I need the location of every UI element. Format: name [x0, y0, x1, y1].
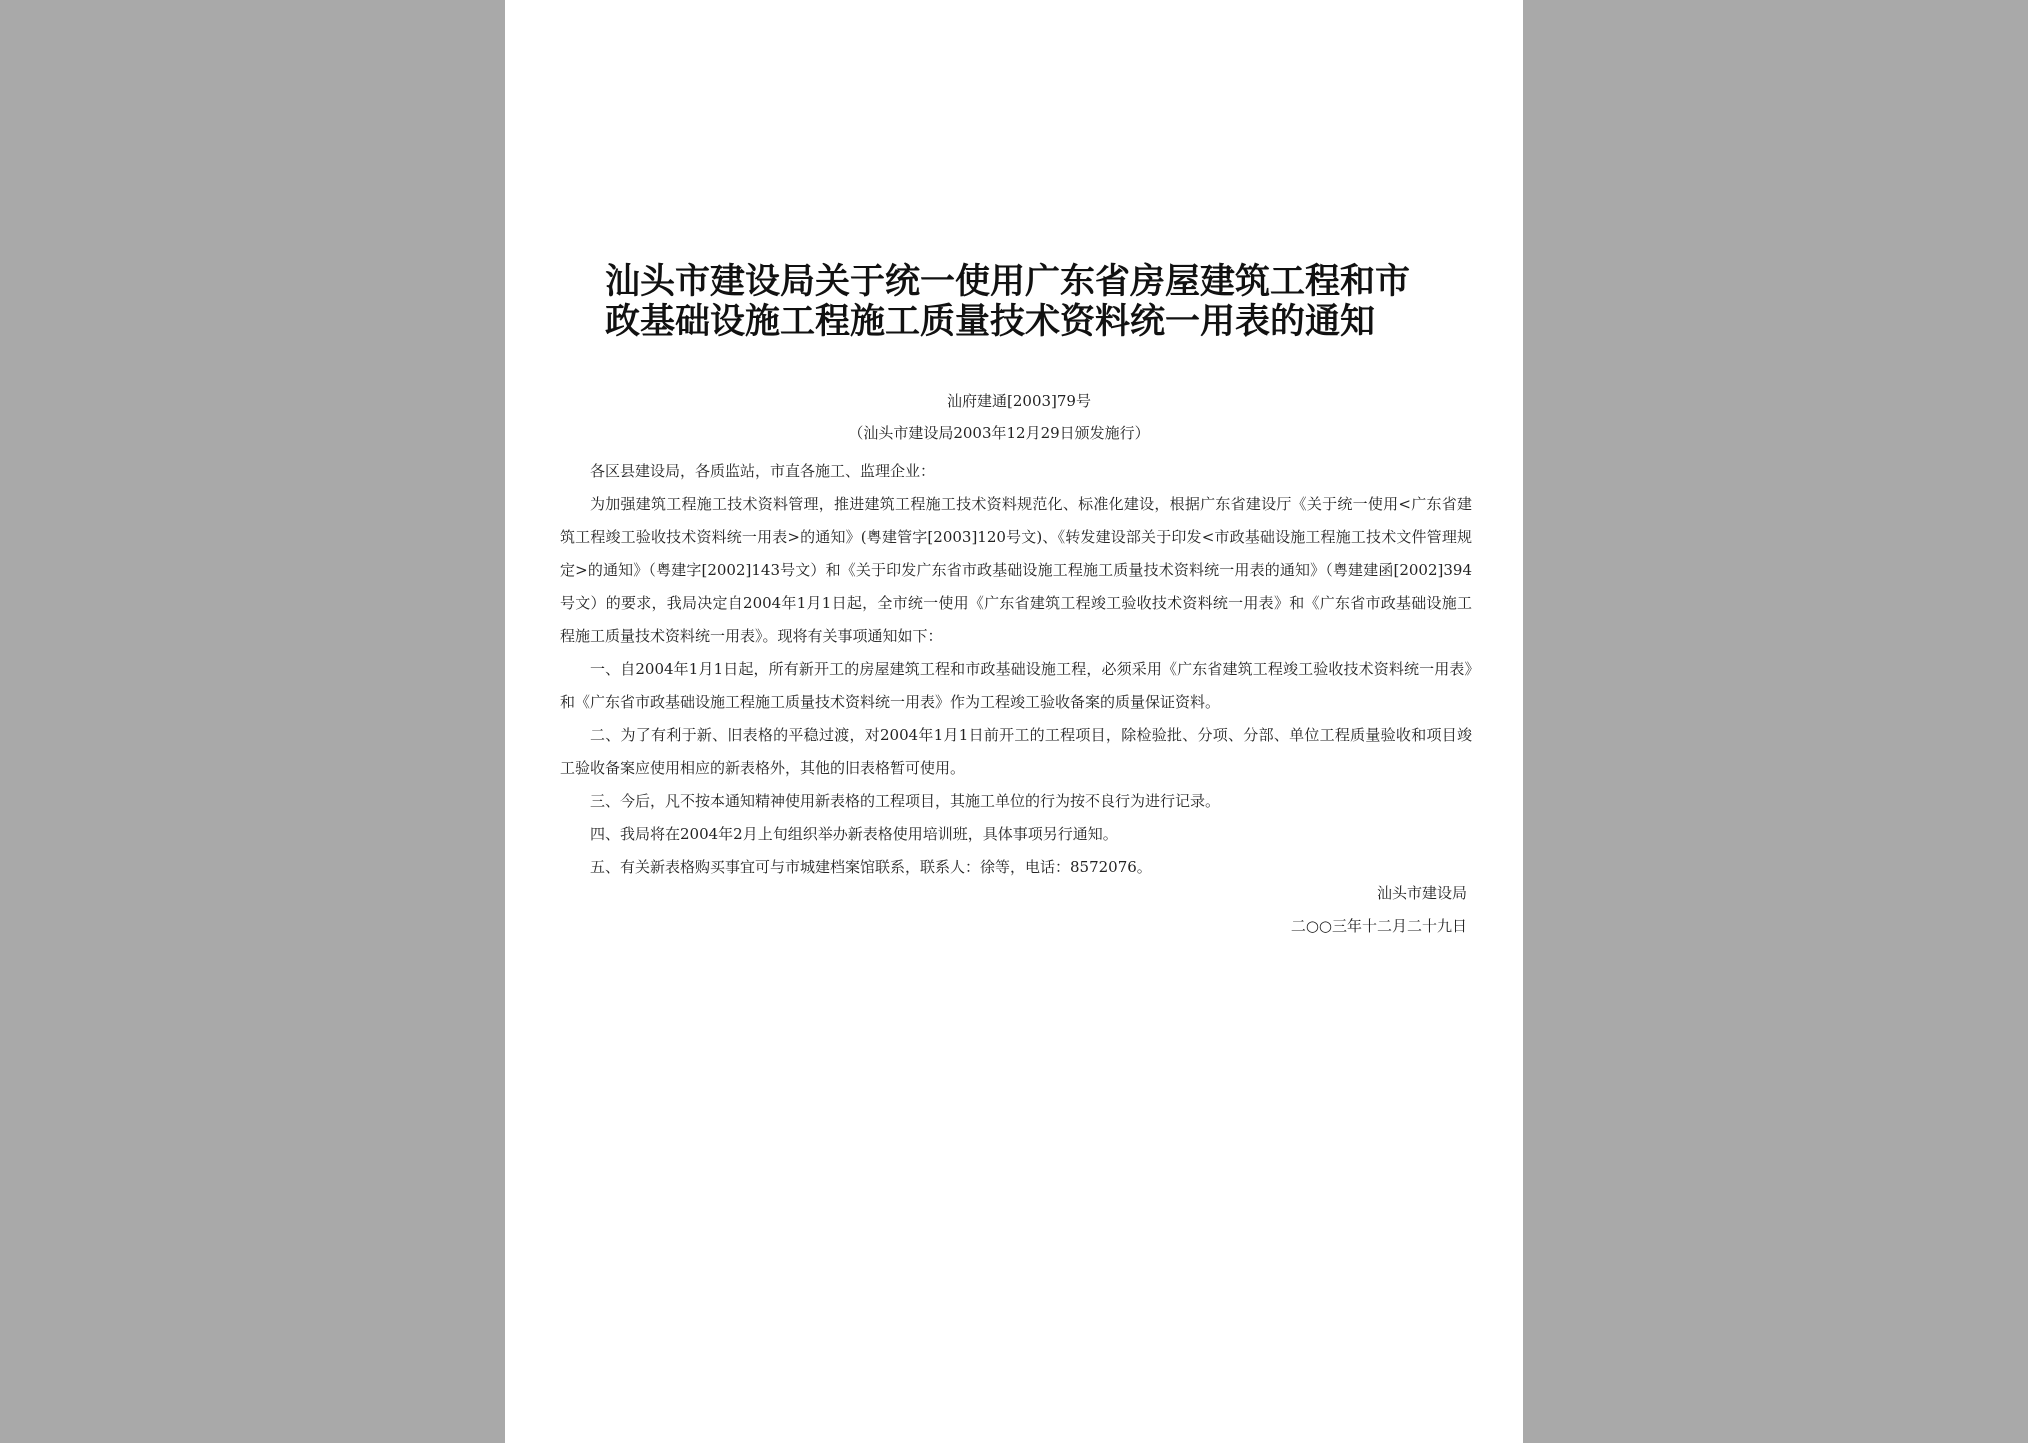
- document-number: 汕府建通[2003]79号: [947, 392, 1091, 410]
- document-body: [560, 455, 1472, 884]
- salutation: 各区县建设局，各质监站，市直各施工、监理企业：: [590, 462, 936, 480]
- document-title: [605, 262, 1465, 342]
- paragraph-item-4: 四、我局将在2004年2月上旬组织举办新表格使用培训班，具体事项另行通知。: [590, 825, 1118, 843]
- paragraph-item-1: 一、自2004年1月1日起，所有新开工的房屋建筑工程和市政基础设施工程，必须采用《广东省建筑工程竣工验收技术资料统一用表》和《广东省市政基础设施工程施工质量技术资料统一用表》作为工程竣工验收备案的质量保证资料。: [560, 660, 1472, 711]
- paragraph-intro: 为加强建筑工程施工技术资料管理，推进建筑工程施工技术资料规范化、标准化建设，根据广东省建设厅《关于统一使用<广东省建筑工程竣工验收技术资料统一用表>的通知》(粤建管字[2003]120号文)、《转发建设部关于印发<市政基础设施工程施工技术文件管理规定>的通知》（粤建字[2002]143号文）和《关于印发广东省市政基础设施工程施工质量技术资料统一用表的通知》（粤建建函[2002]394号文）的要求，我局决定自2004年1月1日起，全市统一使用《广东省建筑工程竣工验收技术资料统一用表》和《广东省市政基础设施工程施工质量技术资料统一用表》。现将有关事项通知如下：: [560, 495, 1472, 645]
- paragraph-item-5: 五、有关新表格购买事宜可与市城建档案馆联系，联系人：徐等，电话：8572076。: [590, 858, 1152, 876]
- title-line-1: 汕头市建设局关于统一使用广东省房屋建筑工程和市: [605, 262, 1411, 302]
- issued-note: （汕头市建设局2003年12月29日颁发施行）: [848, 424, 1150, 442]
- paragraph-item-2: 二、为了有利于新、旧表格的平稳过渡，对2004年1月1日前开工的工程项目，除检验批、分项、分部、单位工程质量验收和项目竣工验收备案应使用相应的新表格外，其他的旧表格暂可使用。: [560, 726, 1472, 777]
- title-line-2: 政基础设施工程施工质量技术资料统一用表的通知: [605, 302, 1376, 342]
- signature-date: 二○○三年十二月二十九日: [1290, 917, 1467, 935]
- paragraph-item-3: 三、今后，凡不按本通知精神使用新表格的工程项目，其施工单位的行为按不良行为进行记录。: [590, 792, 1221, 810]
- signature: 汕头市建设局: [1376, 884, 1467, 902]
- document-page: [505, 0, 1523, 1443]
